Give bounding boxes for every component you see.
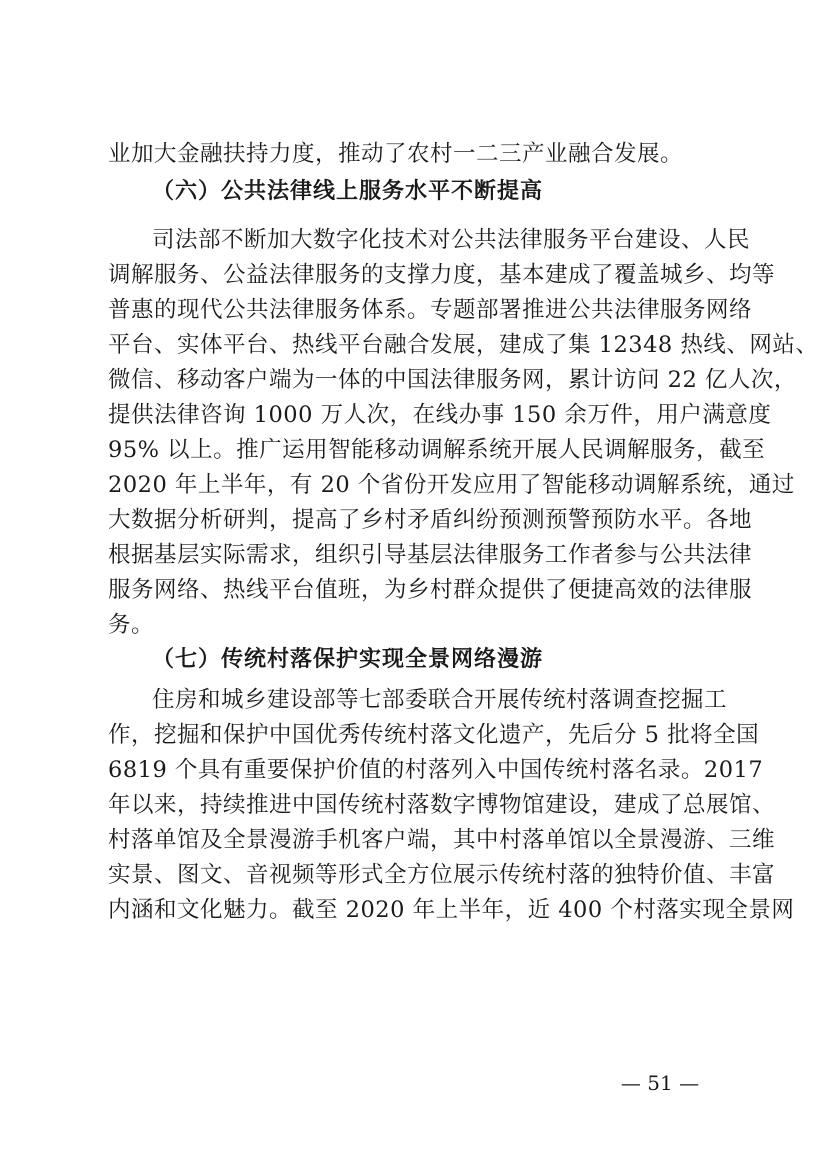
paragraph-line: 务。 [108,612,155,638]
paragraph-line: 司法部不断加大数字化技术对公共法律服务平台建设、人民 [152,227,751,253]
paragraph-line: 普惠的现代公共法律服务体系。专题部署推进公共法律服务网络 [108,297,753,323]
paragraph-line: 2020 年上半年，有 20 个省份开发应用了智能移动调解系统，通过 [108,472,795,498]
paragraph-line: 住房和城乡建设部等七部委联合开展传统村落调查挖掘工 [152,687,728,713]
paragraph-line: 年以来，持续推进中国传统村落数字博物馆建设，建成了总展馆、 [108,792,776,818]
paragraph-line: 作，挖掘和保护中国优秀传统村落文化遗产，先后分 5 批将全国 [108,722,760,748]
paragraph-line: 服务网络、热线平台值班，为乡村群众提供了便捷高效的法律服 [108,577,753,603]
section-heading-6: （六）公共法律线上服务水平不断提高 [152,179,544,204]
paragraph-line: 实景、图文、音视频等形式全方位展示传统村落的独特价值、丰富 [108,862,776,888]
paragraph-line: 大数据分析研判，提高了乡村矛盾纠纷预测预警预防水平。各地 [108,507,753,533]
paragraph-line: 微信、移动客户端为一体的中国法律服务网，累计访问 22 亿人次， [108,367,797,393]
paragraph-line: 95% 以上。推广运用智能移动调解系统开展人民调解服务，截至 [108,437,766,463]
paragraph-line: 平台、实体平台、热线平台融合发展，建成了集 12348 热线、网站、 [108,332,819,358]
paragraph-line: 内涵和文化魅力。截至 2020 年上半年，近 400 个村落实现全景网 [108,897,795,923]
paragraph-line: 提供法律咨询 1000 万人次，在线办事 150 余万件，用户满意度 [108,402,772,428]
paragraph-line: 村落单馆及全景漫游手机客户端，其中村落单馆以全景漫游、三维 [108,827,776,853]
paragraph-line: 调解服务、公益法律服务的支撑力度，基本建成了覆盖城乡、均等 [108,262,776,288]
page-number: — 51 — [620,1071,700,1095]
paragraph-line: 业加大金融扶持力度，推动了农村一二三产业融合发展。 [108,141,684,167]
paragraph-line: 6819 个具有重要保护价值的村落列入中国传统村落名录。2017 [108,757,764,783]
section-heading-7: （七）传统村落保护实现全景网络漫游 [152,647,544,672]
paragraph-line: 根据基层实际需求，组织引导基层法律服务工作者参与公共法律 [108,542,753,568]
